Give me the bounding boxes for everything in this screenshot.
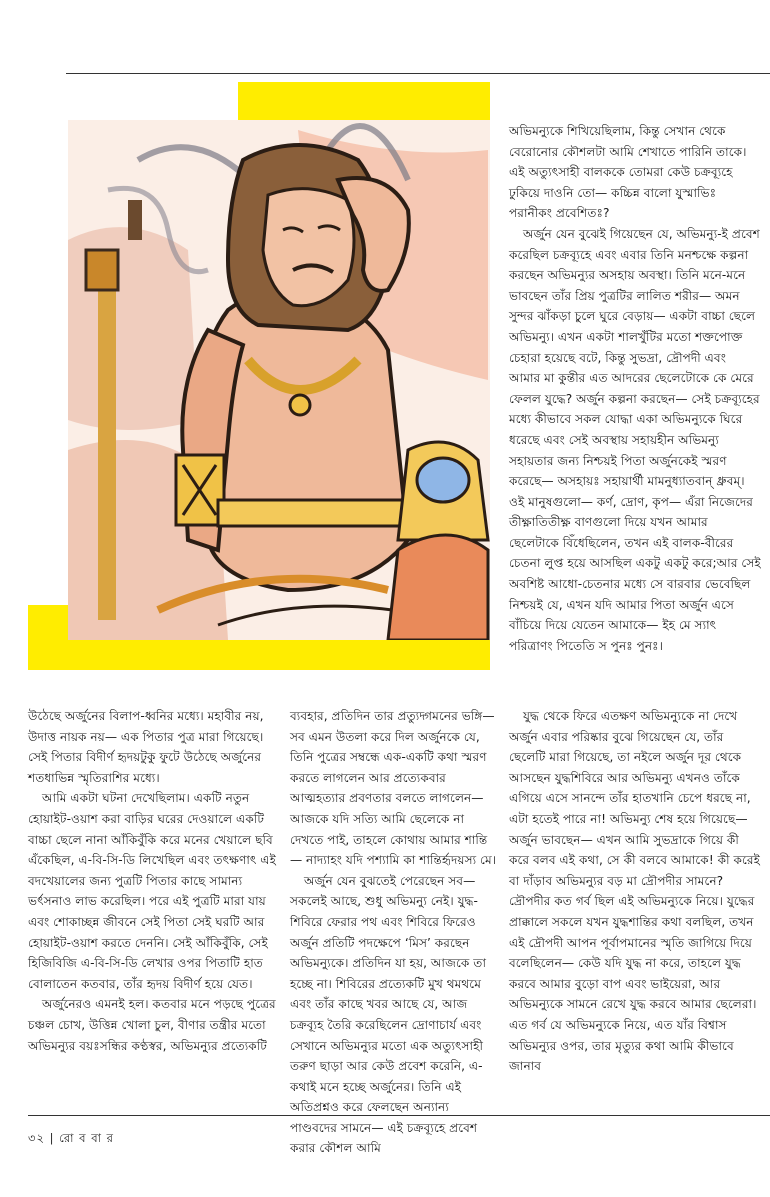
paragraph: যুদ্ধ থেকে ফিরে এতক্ষণ অভিমন্যুকে না দেখে অর্জুন এবার পরিষ্কার বুঝে গিয়েছেন যে, তাঁর ছেলেটি মারা গিয়েছে, তা নইলে অর্জুন দূর থেকে আসছেন যুদ্ধশিবিরে আর অভিমন্যু এখনও তাঁকে এগিয়ে এসে সানন্দে তাঁর হাতখানি চেপে ধরছে না, এটা হতেই পারে না! অভিমন্যু শেষ হয়ে গিয়েছে— অর্জুন ভাবছেন— এখন আমি সুভদ্রাকে গিয়ে কী করে বলব এই কথা, সে কী বলবে আমাকে! কী করেই বা দাঁড়াব অভিমন্যুর বড় মা দ্রৌপদীর সামনে? দ্রৌপদীর কত গর্ব ছিল এই অভিমন্যুকে নিয়ে। যুদ্ধের প্রাক্কালে সকলে যখন যুদ্ধশান্তির কথা বলছিল, তখন এই দ্রৌপদী আপন পূর্বাপমানের স্মৃতি জাগিয়ে দিয়ে বলেছিলেন— কেউ যদি যুদ্ধ না করে, তাহলে যুদ্ধ করবে আমার বুড়ো বাপ এবং ভাইয়েরা, আর অভিমন্যুকে সামনে রেখে যুদ্ধ করবে আমার ছেলেরা। এত গর্ব যে অভিমন্যুকে নিয়ে, এত যাঁর বিশ্বাস অভিমন্যুর ওপর, তার মৃত্যুর কথা আমি কীভাবে জানাব <box>509 709 760 1074</box>
bottom-column-3 <box>509 706 761 1077</box>
bottom-rule <box>28 1115 770 1116</box>
paragraph: অর্জুনেরও এমনই হল। কতবার মনে পড়ছে পুত্রের চঞ্চল চোখ, উত্তিন্ন খোলা চুল, বীণার তন্ত্রীর মতো অভিমন্যুর বয়ঃসন্ধির কণ্ঠস্বর, অভিমন্যুর প্রত্যেকটি <box>28 997 276 1053</box>
paragraph: ব্যবহার, প্রতিদিন তার প্রত্যুদ্গমনের ভঙ্গি— সব এমন উতলা করে দিল অর্জুনকে যে, তিনি পুত্রের সম্বন্ধে এক-একটি কথা স্মরণ করতে লাগলেন আর প্রত্যেকবার আত্মহত্যার প্রবণতার বলতে লাগলেন— আজকে যদি সত্যি আমি ছেলেকে না দেখতে পাই, তাহলে কোথায় আমার শান্তি— নাদ্যাহং যদি পশ্যামি কা শান্তির্হৃদয়স্য মে। <box>290 709 497 868</box>
page-number: ৩২ <box>28 1131 45 1145</box>
bottom-column-1 <box>28 706 280 1056</box>
page-footer <box>28 1130 114 1149</box>
arjuna-grieving-illustration <box>68 120 490 640</box>
bottom-column-2 <box>290 706 498 1159</box>
paragraph: আমি একটা ঘটনা দেখেছিলাম। একটি নতুন হোয়াইট-ওয়াশ করা বাড়ির ঘরের দেওয়ালে একটি বাচ্চা ছেলে নানা আঁকিবুঁকি করে মনের খেয়ালে ছবি এঁকেছিল, এ-বি-সি-ডি লিখেছিল এবং তৎক্ষণাৎ এই বদখেয়ালের জন্য পুত্রটি পিতার কাছে সামান্য ভর্ৎসনাও লাভ করেছিল। পরে এই পুত্রটি মারা যায় এবং শোকাচ্ছন্ন জীবনে সেই পিতা সেই ঘরটি আর হোয়াইট-ওয়াশ করতে দেননি। সেই আঁকিবুঁকি, সেই হিজিবিজি এ-বি-সি-ডি লেখার ওপর পিতাটি হাত বোলাতেন কতবার, তাঁর হৃদয় বিদীর্ণ হয়ে যেত। <box>28 791 276 991</box>
paragraph: উঠেছে অর্জুনের বিলাপ-ধ্বনির মধ্যে। মহাবীর নয়, উদাত্ত নায়ক নয়— এক পিতার পুত্র মারা গিয়েছে। সেই পিতার বিদীর্ণ হৃদয়টুকু ফুটে উঠেছে অর্জুনের শতধাভিন্ন স্মৃতিরাশির মধ্যে। <box>28 709 264 785</box>
magazine-name: রো ব বা র <box>59 1131 114 1145</box>
footer-separator: | <box>49 1131 55 1145</box>
paragraph: অর্জুন যেন বুঝতেই পেরেছেন সব— সকলেই আছে, শুধু অভিমন্যু নেই। যুদ্ধ-শিবিরে ফেরার পথ এবং শিবিরে ফিরেও অর্জুন প্রতিটি পদক্ষেপে ‘মিস’ করছেন অভিমন্যুকে। প্রতিদিন যা হয়, আজকে তা হচ্ছে না। শিবিরের প্রত্যেকটি মুখ থমথমে এবং তাঁর কাছে খবর আছে যে, আজ চক্রব্যূহ তৈরি করেছিলেন দ্রোণাচার্য এবং সেখানে অভিমন্যুর মতো এক অত্যুৎসাহী তরুণ ছাড়া আর কেউ প্রবেশ করেনি, এ-কথাই মনে হচ্ছে অর্জুনের। তিনি এই অতিপ্রশ্নও করে ফেলছেন অন্যান্য পাণ্ডবদের সামনে— এই চক্রব্যূহে প্রবেশ করার কৌশল আমি <box>290 873 486 1156</box>
paragraph: অভিমন্যুকে শিখিয়েছিলাম, কিন্তু সেখান থেকে বেরোনোর কৌশলটা আমি শেখাতে পারিনি তাকে। এই অত্যুৎসাহী বালককে তোমরা কেউ চক্রব্যূহে ঢুকিয়ে দাওনি তো— কচ্চিন্ন বালো যুস্মাভিঃ পরানীকং প্রবেশিতঃ? <box>509 124 747 221</box>
top-rule <box>66 73 770 74</box>
right-column-text <box>509 121 761 656</box>
paragraph: অর্জুন যেন বুঝেই গিয়েছেন যে, অভিমন্যু-ই প্রবেশ করেছিল চক্রব্যূহে এবং এবার তিনি মনশ্চক্ষে কল্পনা করছেন অভিমন্যুর অসহায় অবস্থা। তিনি মনে-মনে ভাবছেন তাঁর প্রিয় পুত্রটির লালিত শরীর— অমন সুন্দর ঝাঁকড়া চুলে ঘুরে বেড়ায়— একটা বাচ্চা ছেলে অভিমন্যু। এখন একটা শালখুঁটির মতো শক্তপোক্ত চেহারা হয়েছে বটে, কিন্তু সুভদ্রা, দ্রৌপদী এবং আমার মা কুন্তীর এত আদরের ছেলেটোকে কে মেরে ফেলল যুদ্ধে? অর্জুন কল্পনা করছেন— সেই চক্রব্যূহের মধ্যে কীভাবে সকল যোদ্ধা একা অভিমন্যুকে ঘিরে ধরেছে এবং সেই অবস্থায় সহায়হীন অভিমন্যু সহায়তার জন্য নিশ্চয়ই পিতা অর্জুনকেই স্মরণ করেছে— অসহায়ঃ সহায়ার্থী মামনুধ্যাতবান্ ধ্রুবম্। ওই মানুষগুলো— কর্ণ, দ্রোণ, কৃপ— এঁরা নিজেদের তীক্ষ্ণাতিতীক্ষ্ণ বাণগুলো দিয়ে যখন আমার ছেলেটাকে বিঁধেছিলেন, তখন এই বালক-বীরের চেতনা লুপ্ত হয়ে আসছিল একটু একটু করে;আর সেই অবশিষ্ট আধো-চেতনার মধ্যে সে বারবার ভেবেছিল নিশ্চয়ই যে, এখন যদি আমার পিতা অর্জুন এসে বাঁচিয়ে দিয়ে যেতেন আমাকে— ইহ মে স্যাৎ পরিত্রাণং পিতেতি স পুনঃ পুনঃ। <box>509 226 761 653</box>
